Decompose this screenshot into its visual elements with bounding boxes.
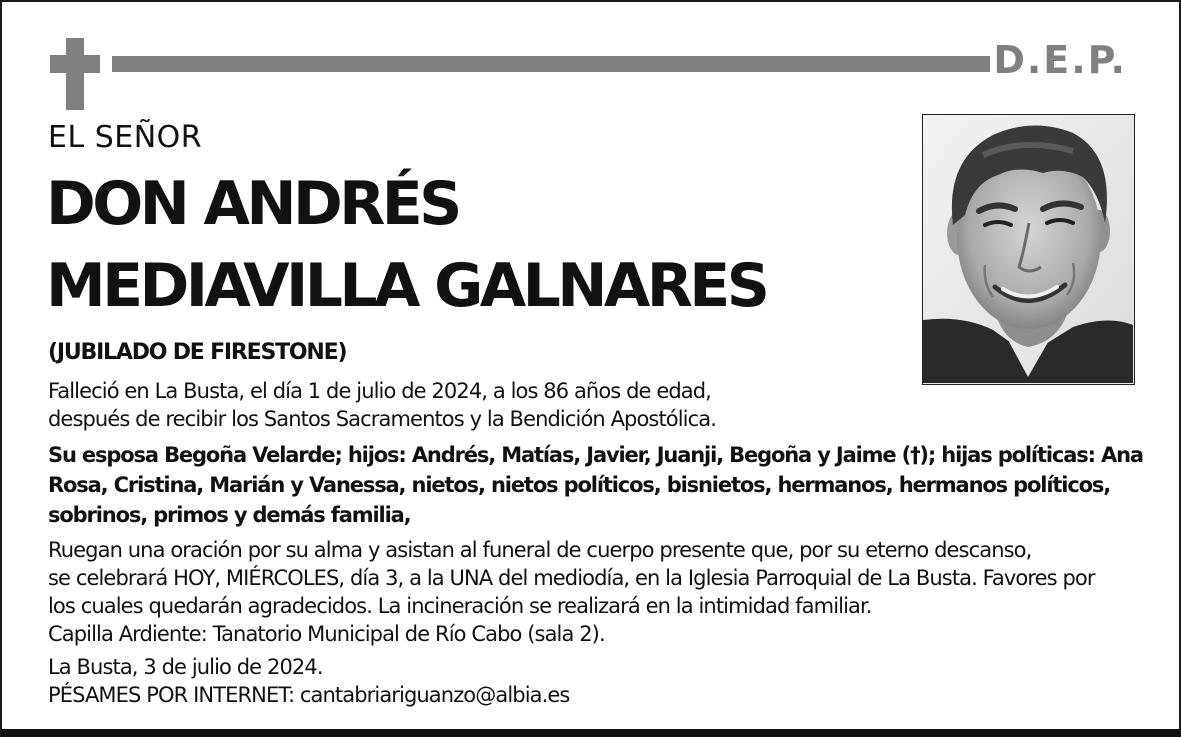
family-line: Su esposa Begoña Velarde; hijos: Andrés, Matías, Javier, Juanji, Begoña y Jaime (†); hijas políticas: Ana <box>48 443 1143 467</box>
death-notice-line: después de recibir los Santos Sacramentos y la Bendición Apostólica. <box>48 407 716 431</box>
place-date: La Busta, 3 de julio de 2024. <box>48 655 323 679</box>
funeral-line: Ruegan una oración por su alma y asistan al funeral de cuerpo presente que, por su eterno descanso, <box>48 538 1032 562</box>
portrait-photo <box>922 114 1135 385</box>
condolences-line: PÉSAMES POR INTERNET: cantabriariguanzo@albia.es <box>48 683 570 707</box>
family-line: sobrinos, primos y demás familia, <box>48 503 411 527</box>
deceased-name-line1: DON ANDRÉS <box>46 169 459 239</box>
deceased-name-line2: MEDIAVILLA GALNARES <box>46 251 767 321</box>
chapel-line: Capilla Ardiente: Tanatorio Municipal de Río Cabo (sala 2). <box>48 622 605 646</box>
family-line: Rosa, Cristina, Marián y Vanessa, nietos, nietos políticos, bisnietos, hermanos, hermanos políticos, <box>48 473 1111 497</box>
header-rule <box>112 56 990 72</box>
funeral-line: los cuales quedarán agradecidos. La incineración se realizará en la intimidad familiar. <box>48 594 872 618</box>
intro-label: EL SEÑOR <box>48 120 203 155</box>
funeral-line: se celebrará HOY, MIÉRCOLES, día 3, a la UNA del mediodía, en la Iglesia Parroquial de La Busta. Favores por <box>48 566 1095 590</box>
death-notice-line: Falleció en La Busta, el día 1 de julio de 2024, a los 86 años de edad, <box>48 379 711 403</box>
cross-horizontal-bar <box>50 55 100 73</box>
cross-vertical-bar <box>66 38 84 110</box>
occupation: (JUBILADO DE FIRESTONE) <box>48 340 347 365</box>
dep-heading: D.E.P. <box>993 38 1127 82</box>
